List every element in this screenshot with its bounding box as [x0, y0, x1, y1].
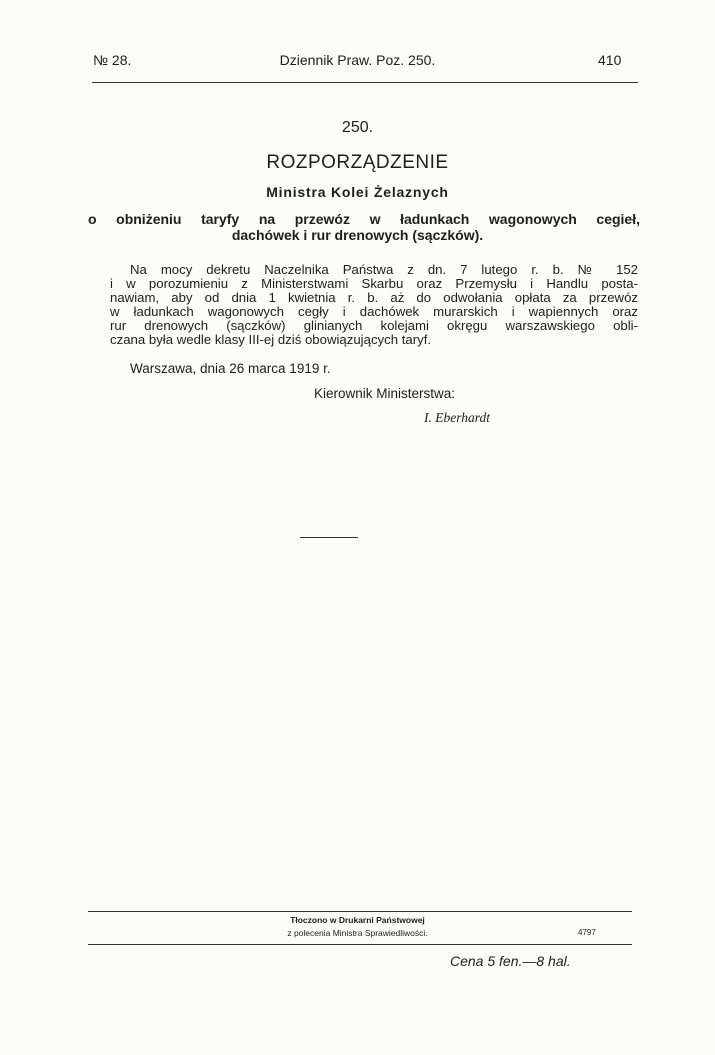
subject-line-2: dachówek i rur drenowych (sączków).: [231, 227, 484, 243]
document-title: ROZPORZĄDZENIE: [266, 152, 449, 173]
issue-number: № 28.: [93, 52, 132, 68]
body-line: nawiam, aby od dnia 1 kwietnia r. b. aż do odwołania opłata za przewóz: [110, 290, 638, 305]
footer-rule-top: [88, 911, 632, 912]
end-rule: [300, 537, 358, 538]
place-date: Warszawa, dnia 26 marca 1919 r.: [130, 361, 331, 376]
body-line: rur drenowych (sączków) glinianych kolejami okręgu warszawskiego obli-: [110, 318, 638, 333]
print-number: 4797: [578, 928, 596, 937]
journal-title: Dziennik Praw. Poz. 250.: [279, 52, 436, 68]
printer-line-2: z polecenia Ministra Sprawiedliwości.: [287, 928, 428, 938]
body-line: w ładunkach wagonowych cegły i dachówek murarskich i wapiennych oraz: [110, 304, 638, 319]
signatory-name: I. Eberhardt: [424, 410, 490, 425]
footer-rule-bottom: [88, 944, 632, 945]
issuer: Ministra Kolei Żelaznych: [266, 184, 449, 200]
body-line: Na mocy dekretu Naczelnika Państwa z dn. 7 lutego r. b. № 152: [130, 262, 638, 277]
page-number: 410: [598, 52, 622, 68]
body-line: i w porozumieniu z Ministerstwami Skarbu oraz Przemysłu i Handlu posta-: [110, 276, 638, 291]
printer-line-1: Tłoczono w Drukarni Państwowej: [290, 915, 425, 925]
header-rule: [92, 82, 638, 83]
subject-line-1: o obniżeniu taryfy na przewóz w ładunkach wagonowych cegieł,: [88, 211, 640, 227]
signatory-title: Kierownik Ministerstwa:: [314, 386, 456, 401]
position-number: 250.: [341, 119, 374, 136]
body-line: czana była wedle klasy III-ej dziś obowiązujących taryf.: [110, 332, 432, 347]
price: Cena 5 fen.—8 hal.: [450, 953, 571, 969]
